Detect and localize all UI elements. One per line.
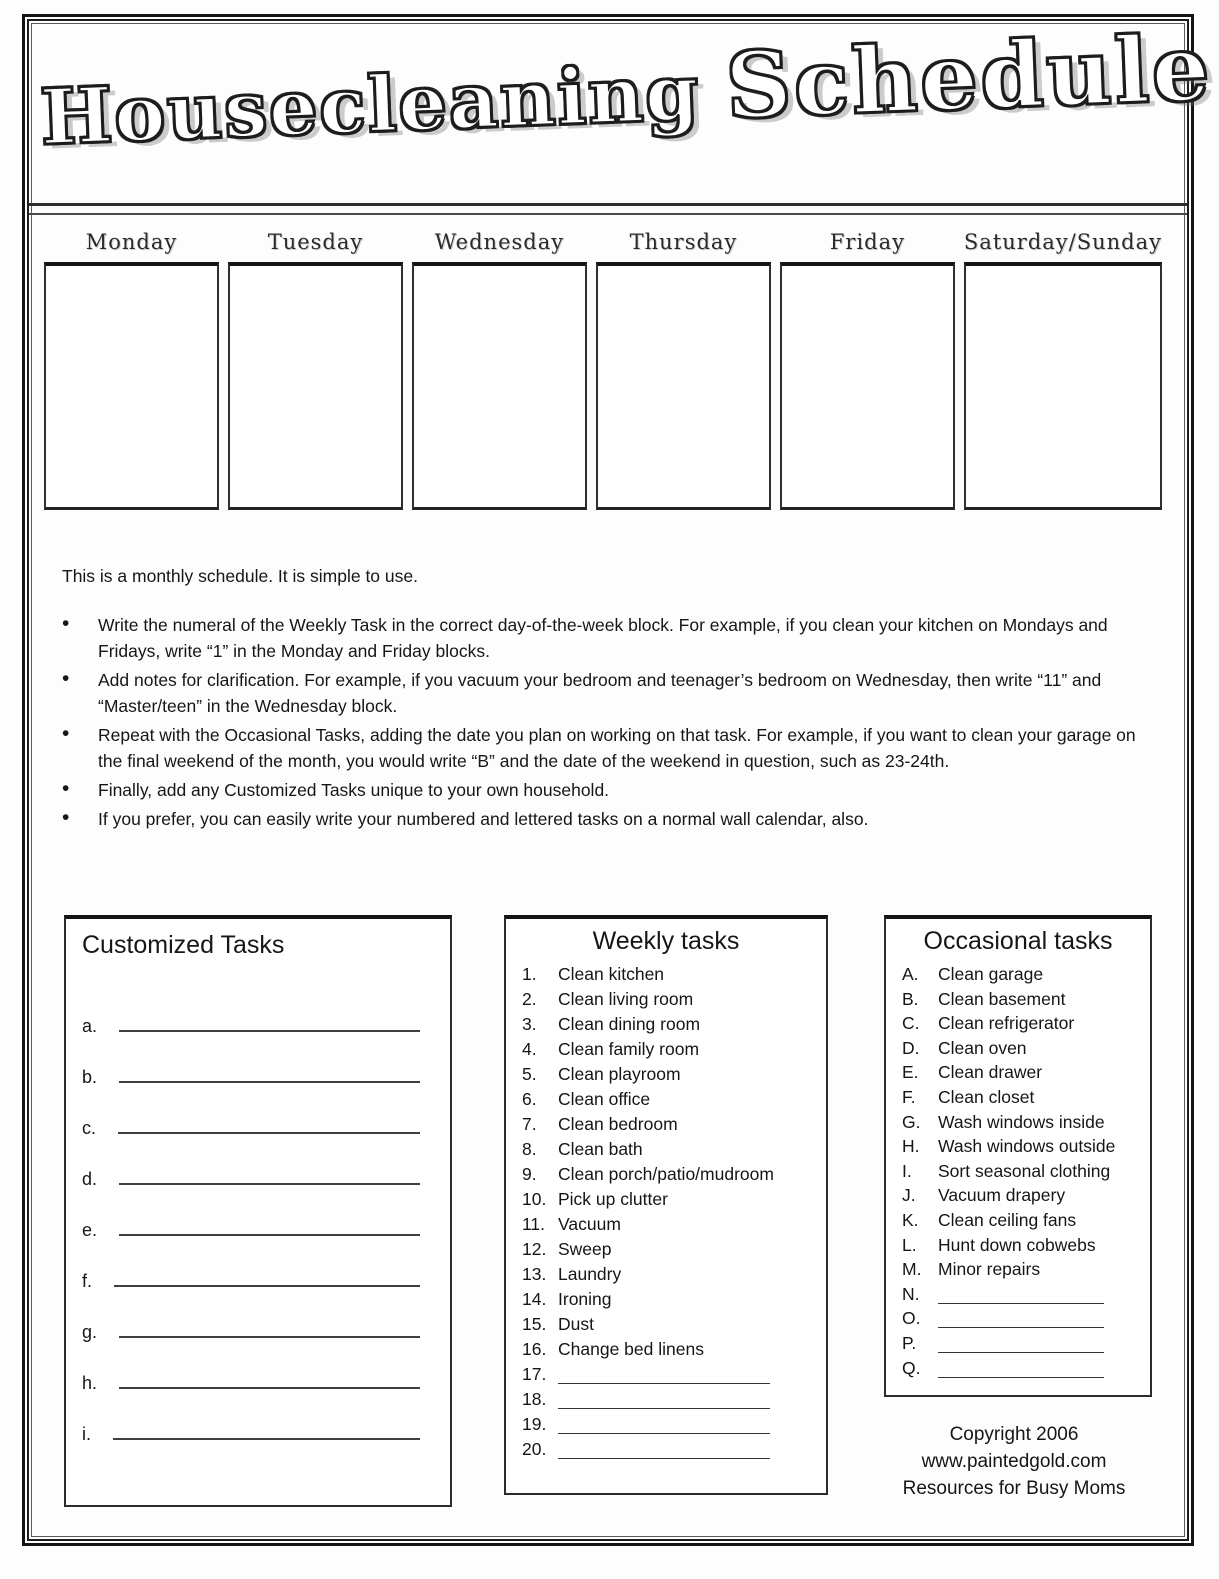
blank-write-line <box>119 1080 420 1083</box>
occasional-task-row <box>902 1060 1142 1085</box>
occasional-task-letter: H. <box>902 1136 920 1157</box>
blank-write-line <box>938 1362 1104 1378</box>
weekly-task-number: 12. <box>522 1239 547 1259</box>
customized-task-letter: a. <box>82 1016 98 1036</box>
occasional-tasks-title: Occasional tasks <box>923 927 1113 955</box>
instruction-item: • Repeat with the Occasional Tasks, adding the date you plan on working on that task. For example, if you want to clean your garage on the final weekend of the month, you would write “B” and the date of the weekend in question, such as 23-24th. <box>56 722 1148 774</box>
blank-write-line <box>558 1443 770 1459</box>
weekly-task-label: Clean living room <box>558 989 694 1009</box>
occasional-task-label: Hunt down cobwebs <box>938 1234 1096 1255</box>
weekly-task-number: 5. <box>522 1064 537 1084</box>
weekly-task-number: 11. <box>522 1214 546 1234</box>
weekly-task-row <box>522 1162 818 1187</box>
occasional-task-label: Clean oven <box>938 1037 1027 1058</box>
occasional-task-row <box>902 1233 1142 1258</box>
occasional-task-row <box>902 1282 1142 1307</box>
occasional-task-row <box>902 1036 1142 1061</box>
day-column <box>964 222 1162 510</box>
blank-write-line <box>938 1312 1104 1328</box>
weekly-task-row <box>522 1337 818 1362</box>
customized-task-letter: i. <box>82 1424 91 1444</box>
blank-write-line <box>938 1337 1104 1353</box>
weekly-task-label: Clean playroom <box>558 1064 681 1084</box>
day-column <box>228 222 403 510</box>
occasional-task-letter: J. <box>902 1185 916 1206</box>
occasional-task-label: Clean refrigerator <box>938 1013 1075 1034</box>
day-task-box <box>412 262 587 510</box>
intro-text: This is a monthly schedule. It is simple to use. <box>62 566 418 586</box>
occasional-task-row <box>902 1183 1142 1208</box>
day-column <box>412 222 587 510</box>
weekly-task-row <box>522 1112 818 1137</box>
blank-write-line <box>119 1233 420 1236</box>
day-task-box <box>228 262 403 510</box>
weekly-task-number: 20. <box>522 1439 547 1459</box>
day-header-label: Friday <box>829 230 905 254</box>
customized-task-letter: f. <box>82 1271 93 1291</box>
weekly-task-row <box>522 1062 818 1087</box>
instruction-item: • If you prefer, you can easily write your numbered and lettered tasks on a normal wall calendar, also. <box>56 806 1148 832</box>
occasional-task-label: Clean ceiling fans <box>938 1209 1077 1230</box>
weekly-task-number: 10. <box>522 1189 547 1209</box>
weekly-task-row <box>522 1237 818 1262</box>
occasional-task-row <box>902 1257 1142 1282</box>
blank-write-line <box>119 1386 420 1389</box>
blank-write-line <box>938 1288 1104 1304</box>
occasional-task-letter: Q. <box>902 1357 921 1378</box>
weekly-task-number: 14. <box>522 1289 547 1309</box>
page-title-word-housecleaning: Housecleaning <box>38 47 702 162</box>
weekly-task-label: Clean kitchen <box>558 964 665 984</box>
instruction-item: • Finally, add any Customized Tasks unique to your own household. <box>56 777 1148 803</box>
weekly-tasks-list <box>506 956 826 1462</box>
title-separator-rule <box>29 203 1187 215</box>
customized-task-letter: b. <box>82 1067 98 1087</box>
customized-task-row <box>66 986 450 1037</box>
weekly-tasks-title: Weekly tasks <box>592 927 740 955</box>
occasional-task-row <box>902 1331 1142 1356</box>
day-header-label: Saturday/Sunday <box>963 230 1162 254</box>
customized-tasks-box <box>64 915 452 1507</box>
occasional-task-letter: C. <box>902 1013 920 1034</box>
weekly-task-row <box>522 1087 818 1112</box>
weekly-task-number: 6. <box>522 1089 537 1109</box>
occasional-task-row <box>902 1110 1142 1135</box>
blank-write-line <box>114 1284 420 1287</box>
occasional-task-row <box>902 1011 1142 1036</box>
occasional-task-letter: P. <box>902 1332 917 1353</box>
occasional-task-label: Clean basement <box>938 988 1066 1009</box>
customized-task-letter: e. <box>82 1220 98 1240</box>
weekly-task-row <box>522 1412 818 1437</box>
weekly-task-row <box>522 987 818 1012</box>
blank-write-line <box>119 1182 420 1185</box>
occasional-task-row <box>902 1159 1142 1184</box>
customized-task-letter: h. <box>82 1373 98 1393</box>
blank-write-line <box>119 1335 420 1338</box>
weekly-tasks-box <box>504 915 828 1495</box>
day-header-label: Thursday <box>629 230 738 254</box>
weekly-task-number: 9. <box>522 1164 537 1184</box>
blank-write-line <box>113 1437 420 1440</box>
blank-write-line <box>558 1393 770 1409</box>
day-task-box <box>44 262 219 510</box>
occasional-task-row <box>902 1085 1142 1110</box>
weekly-task-row <box>522 1437 818 1462</box>
day-column <box>44 222 219 510</box>
occasional-task-row <box>902 962 1142 987</box>
day-column <box>596 222 771 510</box>
weekly-task-row <box>522 1137 818 1162</box>
occasional-task-label: Clean closet <box>938 1086 1035 1107</box>
instruction-item: • Write the numeral of the Weekly Task in the correct day-of-the-week block. For example, if you clean your kitchen on Mondays and Fridays, write “1” in the Monday and Friday blocks. <box>56 612 1148 664</box>
occasional-task-letter: A. <box>902 964 919 984</box>
customized-task-row <box>66 1190 450 1241</box>
occasional-task-letter: N. <box>902 1283 920 1304</box>
blank-write-line <box>558 1368 770 1384</box>
weekly-task-row <box>522 1012 818 1037</box>
weekly-task-label: Clean bath <box>558 1139 643 1159</box>
weekly-task-label: Vacuum <box>558 1214 621 1234</box>
customized-tasks-list <box>66 986 450 1445</box>
customized-task-row <box>66 1241 450 1292</box>
weekly-task-label: Ironing <box>558 1289 612 1309</box>
occasional-task-label: Clean drawer <box>938 1062 1043 1083</box>
footer-credits <box>864 1421 1164 1502</box>
day-column <box>780 222 955 510</box>
weekly-task-label: Clean office <box>558 1089 651 1109</box>
customized-task-row <box>66 1139 450 1190</box>
customized-task-letter: d. <box>82 1169 98 1189</box>
weekly-task-number: 1. <box>522 964 537 984</box>
weekly-task-row <box>522 1362 818 1387</box>
weekly-task-row <box>522 1212 818 1237</box>
occasional-task-letter: K. <box>902 1209 919 1230</box>
blank-write-line <box>119 1029 420 1032</box>
occasional-task-label: Vacuum drapery <box>938 1185 1066 1206</box>
customized-tasks-title: Customized Tasks <box>82 931 285 959</box>
weekly-task-label: Clean dining room <box>558 1014 701 1034</box>
occasional-task-row <box>902 1306 1142 1331</box>
weekly-task-row <box>522 1262 818 1287</box>
day-header-label: Tuesday <box>267 230 364 254</box>
weekly-task-number: 13. <box>522 1264 547 1284</box>
occasional-task-letter: F. <box>902 1086 916 1107</box>
occasional-task-letter: L. <box>902 1234 917 1255</box>
instructions-list <box>56 612 1148 835</box>
day-task-box <box>964 262 1162 510</box>
weekly-task-number: 7. <box>522 1114 537 1134</box>
copyright-line: Copyright 2006 <box>949 1424 1079 1445</box>
occasional-task-letter: I. <box>902 1160 912 1181</box>
customized-task-row <box>66 1088 450 1139</box>
occasional-task-label: Wash windows inside <box>938 1111 1105 1132</box>
website-line: www.paintedgold.com <box>921 1451 1107 1472</box>
blank-write-line <box>558 1418 770 1434</box>
occasional-task-letter: M. <box>902 1259 922 1280</box>
customized-task-letter: c. <box>82 1118 97 1138</box>
weekly-task-row <box>522 1387 818 1412</box>
weekly-task-label: Clean family room <box>558 1039 700 1059</box>
weekly-task-label: Dust <box>558 1314 594 1334</box>
occasional-task-letter: O. <box>902 1308 921 1329</box>
instruction-item: • Add notes for clarification. For example, if you vacuum your bedroom and teenager’s bedroom on Wednesday, then write “11” and “Master/teen” in the Wednesday block. <box>56 667 1148 719</box>
day-header-label: Monday <box>85 230 178 254</box>
occasional-task-letter: B. <box>902 988 919 1009</box>
weekly-task-number: 15. <box>522 1314 547 1334</box>
occasional-task-letter: G. <box>902 1111 921 1132</box>
occasional-task-label: Wash windows outside <box>938 1136 1116 1157</box>
weekly-task-number: 17. <box>522 1364 547 1384</box>
occasional-task-label: Minor repairs <box>938 1259 1041 1280</box>
weekly-task-label: Change bed linens <box>558 1339 704 1359</box>
occasional-task-row <box>902 1356 1142 1381</box>
weekly-task-number: 4. <box>522 1039 537 1059</box>
customized-task-row <box>66 1394 450 1445</box>
customized-task-row <box>66 1343 450 1394</box>
customized-task-row <box>66 1292 450 1343</box>
blank-write-line <box>118 1131 420 1134</box>
tagline-line: Resources for Busy Moms <box>902 1478 1126 1499</box>
weekly-task-row <box>522 962 818 987</box>
weekly-task-row <box>522 1037 818 1062</box>
weekly-task-row <box>522 1287 818 1312</box>
weekly-task-label: Pick up clutter <box>558 1189 668 1209</box>
day-columns <box>44 222 1162 510</box>
weekly-task-label: Sweep <box>558 1239 612 1259</box>
occasional-tasks-box <box>884 915 1152 1397</box>
weekly-task-number: 2. <box>522 989 537 1009</box>
weekly-task-row <box>522 1312 818 1337</box>
weekly-task-row <box>522 1187 818 1212</box>
occasional-task-row <box>902 1208 1142 1233</box>
day-header-label: Wednesday <box>434 230 565 254</box>
day-task-box <box>780 262 955 510</box>
occasional-task-row <box>902 987 1142 1012</box>
weekly-task-number: 19. <box>522 1414 547 1434</box>
weekly-task-label: Laundry <box>558 1264 622 1284</box>
occasional-task-letter: D. <box>902 1037 920 1058</box>
page-title-word-schedule: Schedule <box>724 14 1215 140</box>
weekly-task-label: Clean bedroom <box>558 1114 678 1134</box>
occasional-tasks-list <box>886 956 1150 1380</box>
day-task-box <box>596 262 771 510</box>
occasional-task-letter: E. <box>902 1062 919 1083</box>
occasional-task-label: Sort seasonal clothing <box>938 1160 1111 1181</box>
occasional-task-row <box>902 1134 1142 1159</box>
weekly-task-number: 8. <box>522 1139 537 1159</box>
customized-task-row <box>66 1037 450 1088</box>
weekly-task-number: 16. <box>522 1339 547 1359</box>
occasional-task-label: Clean garage <box>938 964 1044 984</box>
weekly-task-number: 18. <box>522 1389 547 1409</box>
weekly-task-label: Clean porch/patio/mudroom <box>558 1164 774 1184</box>
customized-task-letter: g. <box>82 1322 98 1342</box>
weekly-task-number: 3. <box>522 1014 537 1034</box>
